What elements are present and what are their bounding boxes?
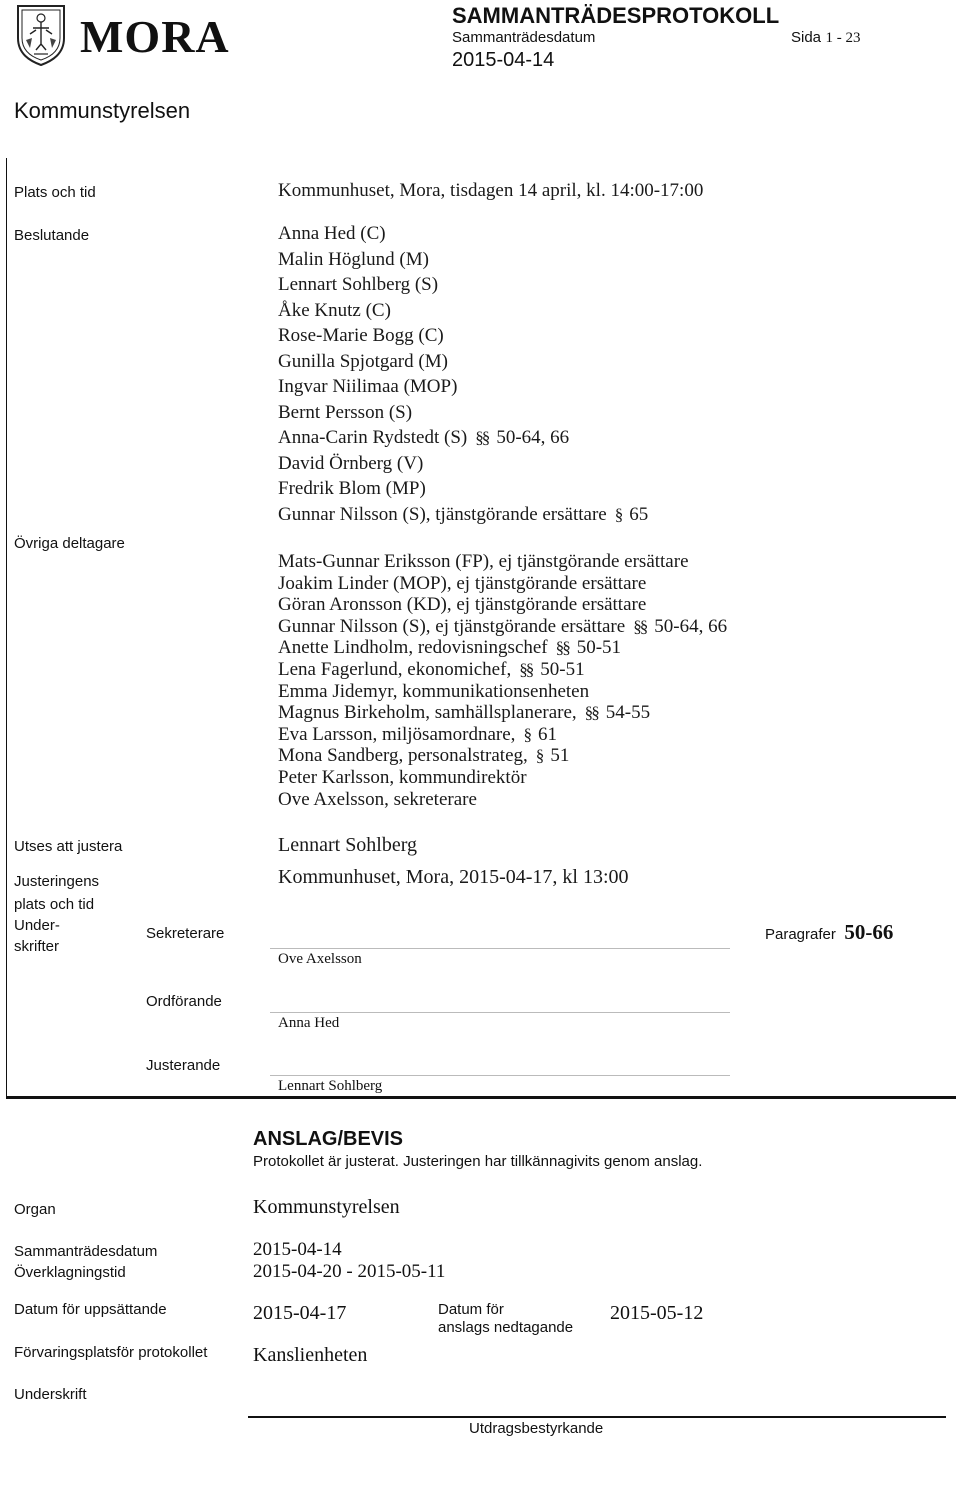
other-participant-item	[278, 702, 727, 724]
posted-value: 2015-04-17	[253, 1302, 347, 1324]
deciding-list	[278, 221, 648, 527]
page-range: 1 - 23	[825, 30, 861, 46]
other-participant-section-symbol: §§	[584, 703, 598, 723]
organ-heading: Kommunstyrelsen	[14, 98, 191, 123]
deciding-member-name: Malin Höglund (M)	[278, 248, 429, 270]
page-indicator	[791, 29, 860, 47]
other-participant-name: Mona Sandberg, personalstrateg,	[278, 745, 528, 767]
document-title: SAMMANTRÄDESPROTOKOLL	[452, 3, 780, 28]
adjust-place-label-line1: Justeringens	[14, 873, 100, 890]
mora-crest-logo	[16, 4, 66, 66]
secretary-name: Ove Axelsson	[278, 951, 362, 967]
section-divider	[6, 1096, 956, 1099]
deciding-member-item	[278, 425, 648, 451]
deciding-member-name: Gunnar Nilsson (S), tjänstgörande ersättare	[278, 503, 607, 525]
meeting-date-label: Sammanträdesdatum	[452, 29, 596, 46]
deciding-member-name: Rose-Marie Bogg (C)	[278, 325, 444, 346]
deciding-member-name: Bernt Persson (S)	[278, 401, 413, 423]
other-participant-item	[278, 616, 727, 638]
chair-signature-line	[270, 1012, 730, 1013]
anslag-organ-label: Organ	[14, 1201, 56, 1218]
other-participant-section-symbol: §	[535, 746, 543, 766]
chair-label: Ordförande	[146, 993, 222, 1010]
other-participant-item	[278, 573, 727, 595]
adjust-place-label-line2: plats och tid	[14, 896, 95, 913]
other-participant-paragraph-ref: 51	[550, 745, 570, 767]
anslag-date-value: 2015-04-14	[253, 1239, 342, 1260]
paragraphs-block	[765, 920, 893, 945]
signatures-label-line1: Under-	[14, 917, 60, 934]
other-participant-item	[278, 789, 727, 811]
removed-label	[438, 1301, 573, 1337]
other-participant-name: Eva Larsson, miljösamordnare,	[278, 723, 516, 745]
other-participant-name: Anette Lindholm, redovisningschef	[278, 637, 548, 659]
other-participant-section-symbol: §	[523, 724, 530, 744]
deciding-member-paragraph-ref: 50-64, 66	[496, 427, 570, 448]
removed-label-line1: Datum för	[438, 1301, 504, 1318]
adjuster-label: Utses att justera	[14, 838, 123, 855]
other-participant-item	[278, 681, 727, 703]
other-participant-name: Ove Axelsson, sekreterare	[278, 788, 477, 810]
deciding-label: Beslutande	[14, 227, 90, 244]
other-participant-paragraph-ref: 50-51	[576, 637, 622, 659]
other-participant-item	[278, 767, 727, 789]
paragraphs-value: 50-66	[844, 920, 894, 944]
certify-label: Utdragsbestyrkande	[469, 1420, 604, 1437]
other-participant-item	[278, 551, 727, 573]
anslag-date-label: Sammanträdesdatum	[14, 1243, 158, 1260]
deciding-member-section-symbol: §	[614, 504, 622, 524]
others-list	[278, 551, 727, 810]
deciding-member-item	[278, 451, 648, 477]
storage-label: Förvaringsplatsför protokollet	[14, 1344, 208, 1361]
secretary-signature-line	[270, 948, 730, 949]
deciding-member-item	[278, 298, 648, 324]
other-participant-name: Lena Fagerlund, ekonomichef,	[278, 658, 512, 680]
anslag-text: Protokollet är justerat. Justeringen har tillkännagivits genom anslag.	[253, 1153, 703, 1170]
deciding-member-name: Gunilla Spjotgard (M)	[278, 350, 448, 372]
storage-value: Kanslienheten	[253, 1344, 368, 1366]
other-participant-name: Göran Aronsson (KD), ej tjänstgörande ersättare	[278, 594, 647, 616]
adjuster-value: Lennart Sohlberg	[278, 834, 418, 856]
adjuster-sign-label: Justerande	[146, 1057, 221, 1074]
appeal-value: 2015-04-20 - 2015-05-11	[253, 1261, 446, 1282]
deciding-member-item	[278, 221, 648, 247]
anslag-organ-value: Kommunstyrelsen	[253, 1196, 400, 1218]
deciding-member-item	[278, 374, 648, 400]
removed-label-line2: anslags nedtagande	[438, 1319, 574, 1336]
deciding-member-name: David Örnberg (V)	[278, 452, 424, 474]
other-participant-section-symbol: §§	[555, 638, 569, 658]
deciding-member-name: Anna-Carin Rydstedt (S)	[278, 427, 468, 448]
mora-logo-text: MORA	[80, 11, 230, 62]
deciding-member-name: Anna Hed (C)	[278, 223, 386, 244]
other-participant-section-symbol: §§	[519, 659, 533, 679]
secretary-label: Sekreterare	[146, 925, 225, 942]
deciding-member-item	[278, 400, 648, 426]
deciding-member-name: Åke Knutz (C)	[278, 299, 391, 321]
place-value: Kommunhuset, Mora, tisdagen 14 april, kl. 14:00-17:00	[278, 180, 704, 201]
other-participant-section-symbol: §§	[633, 616, 647, 636]
deciding-member-paragraph-ref: 65	[629, 503, 649, 525]
other-participant-item	[278, 724, 727, 746]
other-participant-item	[278, 594, 727, 616]
certify-signature-line	[248, 1416, 946, 1418]
adjuster-name: Lennart Sohlberg	[278, 1078, 383, 1094]
place-label: Plats och tid	[14, 184, 96, 201]
deciding-member-item	[278, 247, 648, 273]
other-participant-name: Peter Karlsson, kommundirektör	[278, 766, 527, 788]
other-participant-name: Mats-Gunnar Eriksson (FP), ej tjänstgörande ersättare	[278, 551, 689, 572]
appeal-label: Överklagningstid	[14, 1264, 126, 1281]
deciding-member-name: Lennart Sohlberg (S)	[278, 274, 439, 295]
deciding-member-item	[278, 272, 648, 298]
adjust-place-value: Kommunhuset, Mora, 2015-04-17, kl 13:00	[278, 866, 629, 888]
deciding-member-item	[278, 502, 648, 528]
deciding-member-item	[278, 476, 648, 502]
other-participant-name: Magnus Birkeholm, samhällsplanerare,	[278, 702, 577, 724]
paragraphs-label: Paragrafer	[765, 926, 836, 943]
removed-value: 2015-05-12	[610, 1302, 704, 1324]
other-participant-name: Emma Jidemyr, kommunikationsenheten	[278, 680, 590, 702]
other-participant-paragraph-ref: 50-64, 66	[654, 615, 728, 637]
deciding-member-section-symbol: §§	[475, 428, 489, 447]
other-participant-item	[278, 745, 727, 767]
left-margin-rule	[6, 158, 7, 1098]
chair-name: Anna Hed	[278, 1015, 340, 1031]
signatures-label	[14, 915, 60, 957]
other-participant-paragraph-ref: 54-55	[605, 702, 651, 724]
page-label: Sida	[791, 29, 822, 46]
other-participant-name: Gunnar Nilsson (S), ej tjänstgörande ersättare	[278, 615, 626, 637]
anslag-title: ANSLAG/BEVIS	[253, 1128, 404, 1150]
other-participant-item	[278, 659, 727, 681]
meeting-date: 2015-04-14	[452, 49, 555, 71]
signatures-label-line2: skrifter	[14, 938, 59, 955]
adjuster-signature-line	[270, 1075, 730, 1076]
deciding-member-item	[278, 349, 648, 375]
deciding-member-name: Fredrik Blom (MP)	[278, 478, 426, 499]
signature-label: Underskrift	[14, 1386, 87, 1403]
adjust-place-label	[14, 870, 99, 916]
others-label: Övriga deltagare	[14, 535, 125, 552]
other-participant-name: Joakim Linder (MOP), ej tjänstgörande ersättare	[278, 572, 647, 594]
posted-label: Datum för uppsättande	[14, 1301, 167, 1318]
other-participant-paragraph-ref: 50-51	[540, 658, 585, 680]
deciding-member-name: Ingvar Niilimaa (MOP)	[278, 376, 458, 397]
other-participant-item	[278, 637, 727, 659]
other-participant-paragraph-ref: 61	[537, 723, 557, 745]
deciding-member-item	[278, 323, 648, 349]
